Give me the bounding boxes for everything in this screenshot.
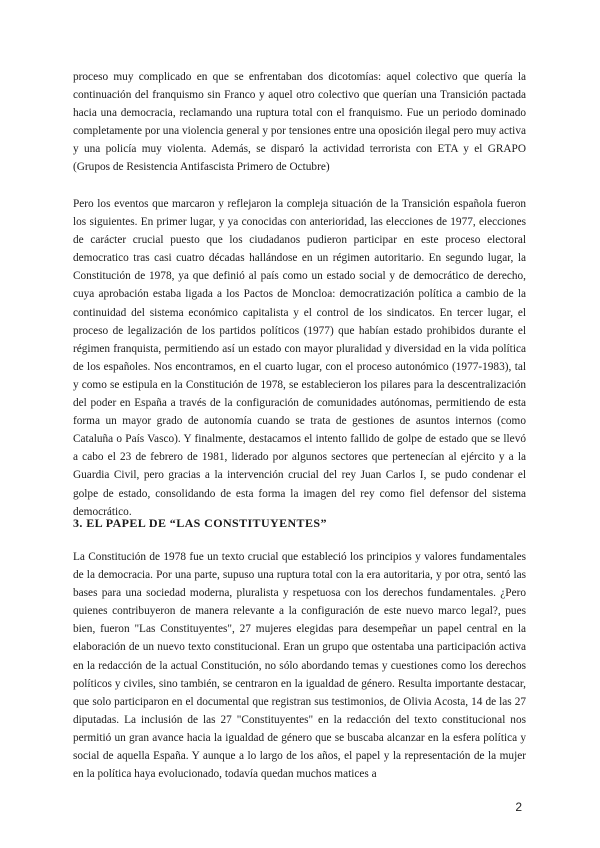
paragraph-block-3: [73, 548, 526, 783]
paragraph-transition-context: proceso muy complicado en que se enfrentaban dos dicotomías: aquel colectivo que quería la continuación del franquismo sin Franco y aquel otro colectivo que querían una Transición pactada hacia una democracia, reclamando una ruptura total con el franquismo. Fue un periodo dominado completamente por una violencia general y por tensiones entre una oposición ilegal pero muy activa y una policía muy violenta. Además, se disparó la actividad terrorista con ETA y el GRAPO (Grupos de Resistencia Antifascista Primero de Octubre): [73, 71, 526, 174]
section-heading: 3. EL PAPEL DE “LAS CONSTITUYENTES”: [73, 516, 327, 530]
page-number: 2: [515, 800, 522, 814]
paragraph-block-1: [73, 68, 526, 177]
paragraph-constitution-1978: La Constitución de 1978 fue un texto crucial que estableció los principios y valores fundamentales de la democracia. Por una parte, supuso una ruptura total con la era autoritaria, y por otra, sentó las bases para una sociedad moderna, pluralista y respetuosa con los derechos fundamentales. ¿Pero quienes contribuyeron de manera relevante a la configuración de este nuevo marco legal?, pues bien, fueron "Las Constituyentes", 27 mujeres elegidas para desempeñar un papel central en la elaboración de un nuevo texto constitucional. Eran un grupo que ostentaba una participación activa en la redacción de la actual Constitución, no sólo abordando temas y cuestiones como los derechos políticos y civiles, sino también, se centraron en la igualdad de género. Resulta importante destacar, que solo participaron en el documental que registran sus testimonios, de Olivia Acosta, 14 de las 27 diputadas. La inclusión de las 27 "Constituyentes" en la redacción del texto constitucional nos permitió un gran avance hacia la igualdad de género que se buscaba alcanzar en la esfera política y social de aquella España. Y aunque a lo largo de los años, el papel y la representación de la mujer en la política haya evolucionado, todavía quedan muchos matices a: [73, 551, 526, 781]
paragraph-block-2: [73, 195, 526, 521]
paragraph-transition-events: Pero los eventos que marcaron y reflejaron la compleja situación de la Transición española fueron los siguientes. En primer lugar, y ya conocidas con anterioridad, las elecciones de 1977, elecciones de carácter crucial puesto que los ciudadanos pudieron participar en este proceso electoral democratico tras casi cuatro décadas hallándose en un régimen autoritario. En segundo lugar, la Constitución de 1978, ya que definió al país como un estado social y de democrático de derecho, cuya aprobación estaba ligada a los Pactos de Moncloa: democratización política a cambio de la continuidad del sistema económico capitalista y el control de los sindicatos. En tercer lugar, el proceso de legalización de los partidos políticos (1977) que habían estado prohibidos durante el régimen franquista, permitiendo así un estado con mayor pluralidad y diversidad en la vida política de los españoles. Nos encontramos, en el cuarto lugar, con el proceso autonómico (1977-1983), tal y como se estipula en la Constitución de 1978, se establecieron los pilares para la descentralización del poder en España a través de la configuración de comunidades autónomas, permitiendo de esta forma un mayor grado de autonomía cuando se trata de gestiones de asuntos internos (como Cataluña o País Vasco). Y finalmente, destacamos el intento fallido de golpe de estado que se llevó a cabo el 23 de febrero de 1981, liderado por algunos sectores que pertenecían al ejército y a la Guardia Civil, pero gracias a la intervención crucial del rey Juan Carlos I, se pudo condenar el golpe de estado, consolidando de esta forma la imagen del rey como fiel defensor del sistema democrático.: [73, 198, 526, 518]
